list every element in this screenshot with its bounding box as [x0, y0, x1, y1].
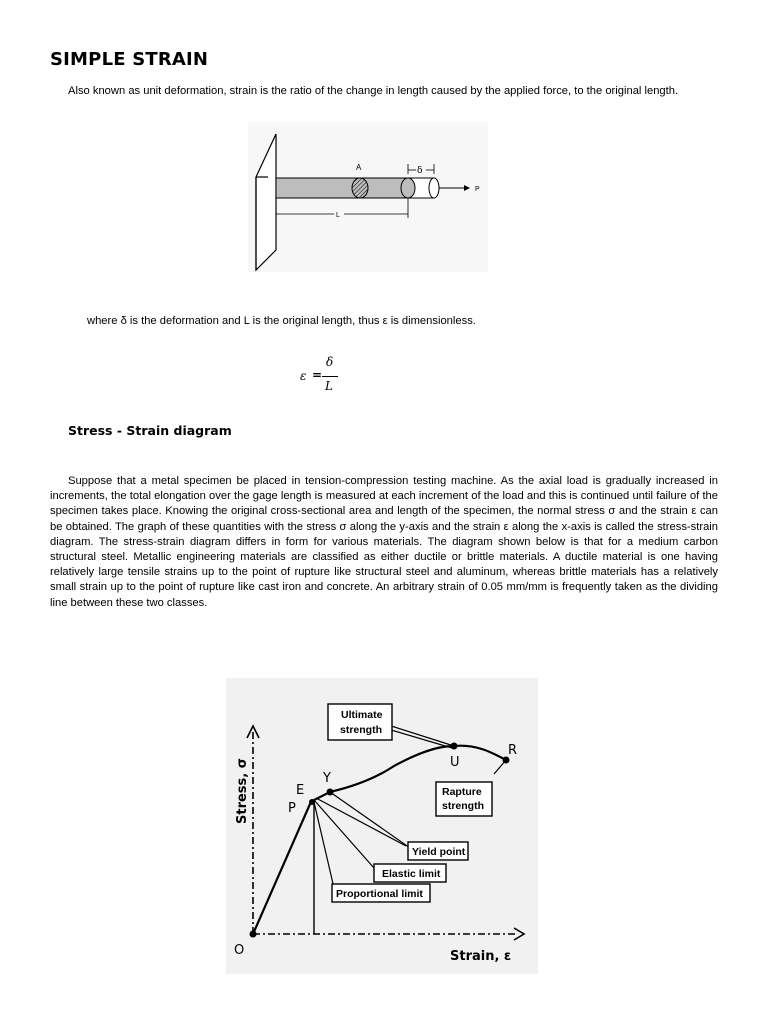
bar-body	[276, 178, 408, 198]
yield-point-label: Yield point	[412, 846, 466, 858]
formula-denominator: L	[325, 379, 333, 393]
label-point-p: P	[288, 801, 296, 816]
ultimate-label-line2: strength	[340, 724, 382, 736]
intro-text: Also known as unit deformation, strain is the ratio of the change in length caused by the applied force, to the original length.	[68, 85, 679, 97]
page-title: SIMPLE STRAIN	[50, 49, 209, 70]
intro-paragraph	[50, 84, 718, 99]
ultimate-label-line1: Ultimate	[341, 709, 383, 721]
formula-lhs: ε	[300, 369, 307, 383]
rapture-label-line1: Rapture	[442, 786, 482, 798]
label-a: A	[356, 163, 362, 172]
label-point-r: R	[508, 743, 518, 758]
label-l: L	[336, 212, 340, 219]
cross-section-a	[352, 178, 368, 198]
formula-numerator: δ	[326, 355, 334, 369]
label-point-e: E	[296, 783, 305, 798]
body-paragraph	[50, 474, 718, 611]
point-p	[309, 799, 315, 805]
stress-strain-diagram	[226, 678, 538, 974]
fraction-bar	[322, 376, 338, 377]
proportional-limit-label: Proportional limit	[336, 888, 423, 900]
point-u	[451, 743, 458, 750]
point-y	[327, 789, 334, 796]
label-point-y: Y	[323, 771, 331, 786]
formula-equals: =	[312, 368, 323, 382]
body-text: Suppose that a metal specimen be placed in tension-compression testing machine. As the axial load is gradually increased in increments, the total elongation over the gage length is measured at each increment of the load and this is continued until failure of the specimen takes place. Knowing the original cross-sectional area and length of the specimen, the normal stress σ and the strain ε can be obtained. The graph of these quantities with the stress σ along the y-axis and the strain ε along the x-axis is called the stress-strain diagram. The stress-strain diagram differs in form for various materials. The diagram shown below is that for a medium carbon structural steel. Metallic engineering materials are classified as either ductile or brittle materials. A ductile material is one having relatively large tensile strains up to the point of rupture like structural steel and aluminum, whereas brittle materials has a relatively small strain up to the point of rupture like cast iron and concrete. An arbitrary strain of 0.05 mm/mm is frequently taken as the dividing line between these two classes.	[50, 475, 718, 609]
rapture-label-line2: strength	[442, 800, 484, 812]
x-axis-title: Strain, ε	[450, 949, 512, 964]
label-point-u: U	[450, 755, 460, 770]
label-origin: O	[234, 943, 245, 958]
section-heading: Stress - Strain diagram	[68, 423, 232, 438]
y-axis-title: Stress, σ	[235, 758, 250, 824]
bar-elongation-figure	[248, 122, 488, 272]
elastic-limit-label: Elastic limit	[382, 868, 441, 880]
strain-formula	[300, 355, 360, 399]
point-o	[250, 931, 257, 938]
label-delta: δ	[417, 166, 423, 176]
where-text: where δ is the deformation and L is the original length, thus ε is dimensionless.	[87, 315, 476, 327]
label-p: P	[475, 186, 480, 193]
